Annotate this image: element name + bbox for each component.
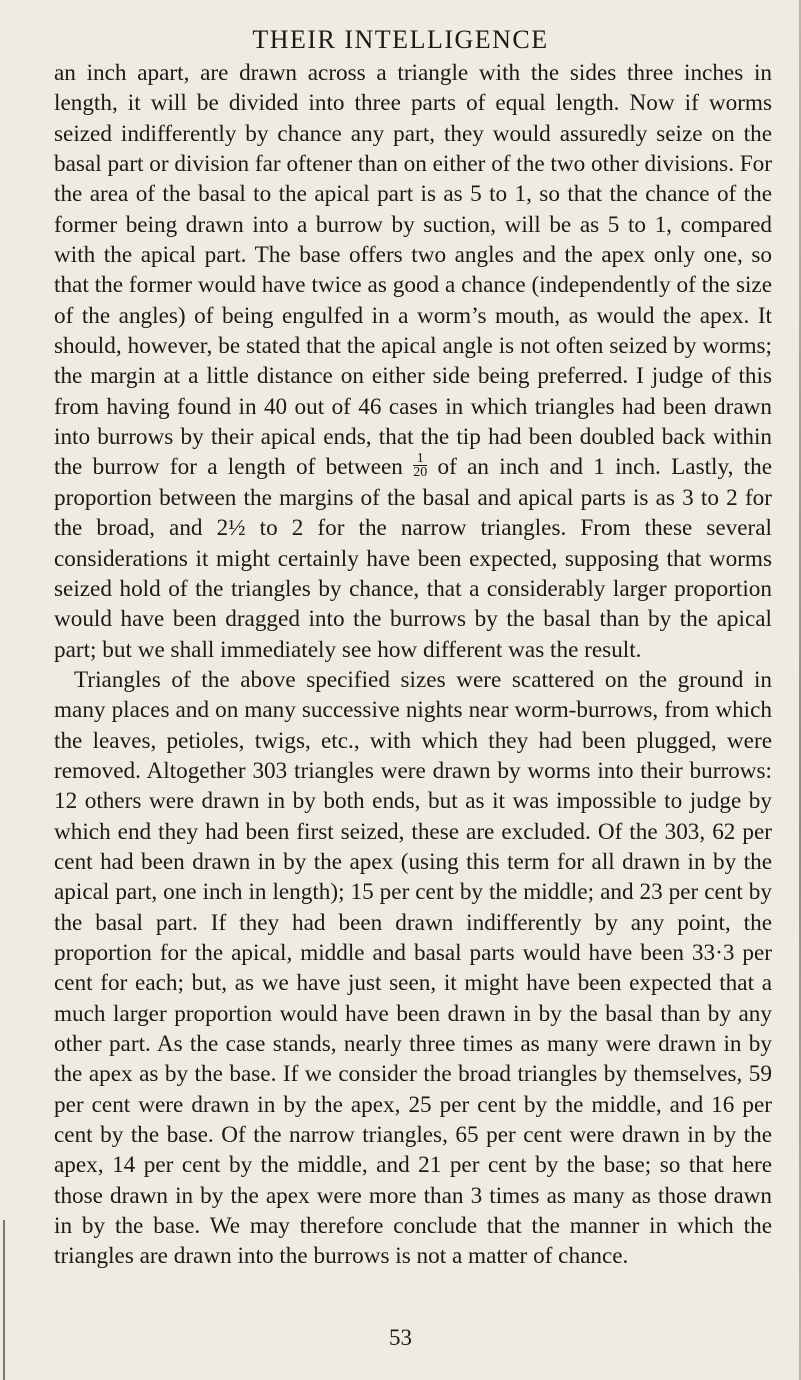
paragraph-1 (54, 58, 772, 665)
paragraph-2: Triangles of the above specified sizes were scattered on the ground in many places and on many successive nights near worm-burrows, from which the leaves, petioles, twigs, etc., with which they had been plugged, were removed. Altogether 303 triangles were drawn by worms into their burrows: 12 others were drawn in by both ends, but as it was impossible to judge by which end they had been first seized, these are excluded. Of the 303, 62 per cent had been drawn in by the apex (using this term for all drawn in by the apical part, one inch in length); 15 per cent by the middle; and 23 per cent by the basal part. If they had been drawn indifferently by any point, the proportion for the apical, middle and basal parts would have been 33·3 per cent for each; but, as we have just seen, it might have been expected that a much larger proportion would have been drawn in by the basal than by any other part. As the case stands, nearly three times as many were drawn in by the apex as by the base. If we consider the broad triangles by themselves, 59 per cent were drawn in by the apex, 25 per cent by the middle, and 16 per cent by the base. Of the narrow triangles, 65 per cent were drawn in by the apex, 14 per cent by the middle, and 21 per cent by the base; so that here those drawn in by the apex were more than 3 times as many as those drawn in by the base. We may therefore conclude that the manner in which the triangles are drawn into the burrows is not a matter of chance. (54, 666, 772, 1270)
fraction-numerator: 1 (413, 452, 427, 466)
running-head: THEIR INTELLIGENCE (252, 25, 549, 54)
margin-scan-mark (3, 1220, 5, 1380)
fraction-denominator: 20 (413, 465, 428, 481)
paragraph-1-text-a: an inch apart, are drawn across a triangle with the sides three inches in length, it will be divided into three parts of equal length. Now if worms seized indifferently by chance any part, they would assuredly seize on the basal part or division far oftener than on either of the two other divisions. For the area of the basal to the apical part is as 5 to 1, so that the chance of the former being drawn into a burrow by suction, will be as 5 to 1, compared with the apical part. The base offers two angles and the apex only one, so that the former would have twice as good a chance (independently of the size of the angles) of being engulfed in a worm’s mouth, as would the apex. It should, however, be stated that the apical angle is not often seized by worms; the margin at a little distance on either side being preferred. I judge of this from having found in 40 out of 46 cases in which triangles had been drawn into burrows by their apical ends, that the tip had been doubled back within the burrow for a length of between (54, 60, 772, 481)
fraction-one-twentieth (413, 452, 427, 479)
paragraph-1-text-b: of an inch and 1 inch. Lastly, the proportion between the margins of the basal and apical parts is as 3 to 2 for the broad, and 2½ to 2 for the narrow triangles. From these several considerations it might certainly have been expected, supposing that worms seized hold of the triangles by chance, that a considerably larger proportion would have been dragged into the burrows by the basal than by the apical part; but we shall immediately see how different was the result. (54, 454, 772, 663)
page-number: 53 (389, 1325, 412, 1350)
body-text (54, 58, 772, 1272)
